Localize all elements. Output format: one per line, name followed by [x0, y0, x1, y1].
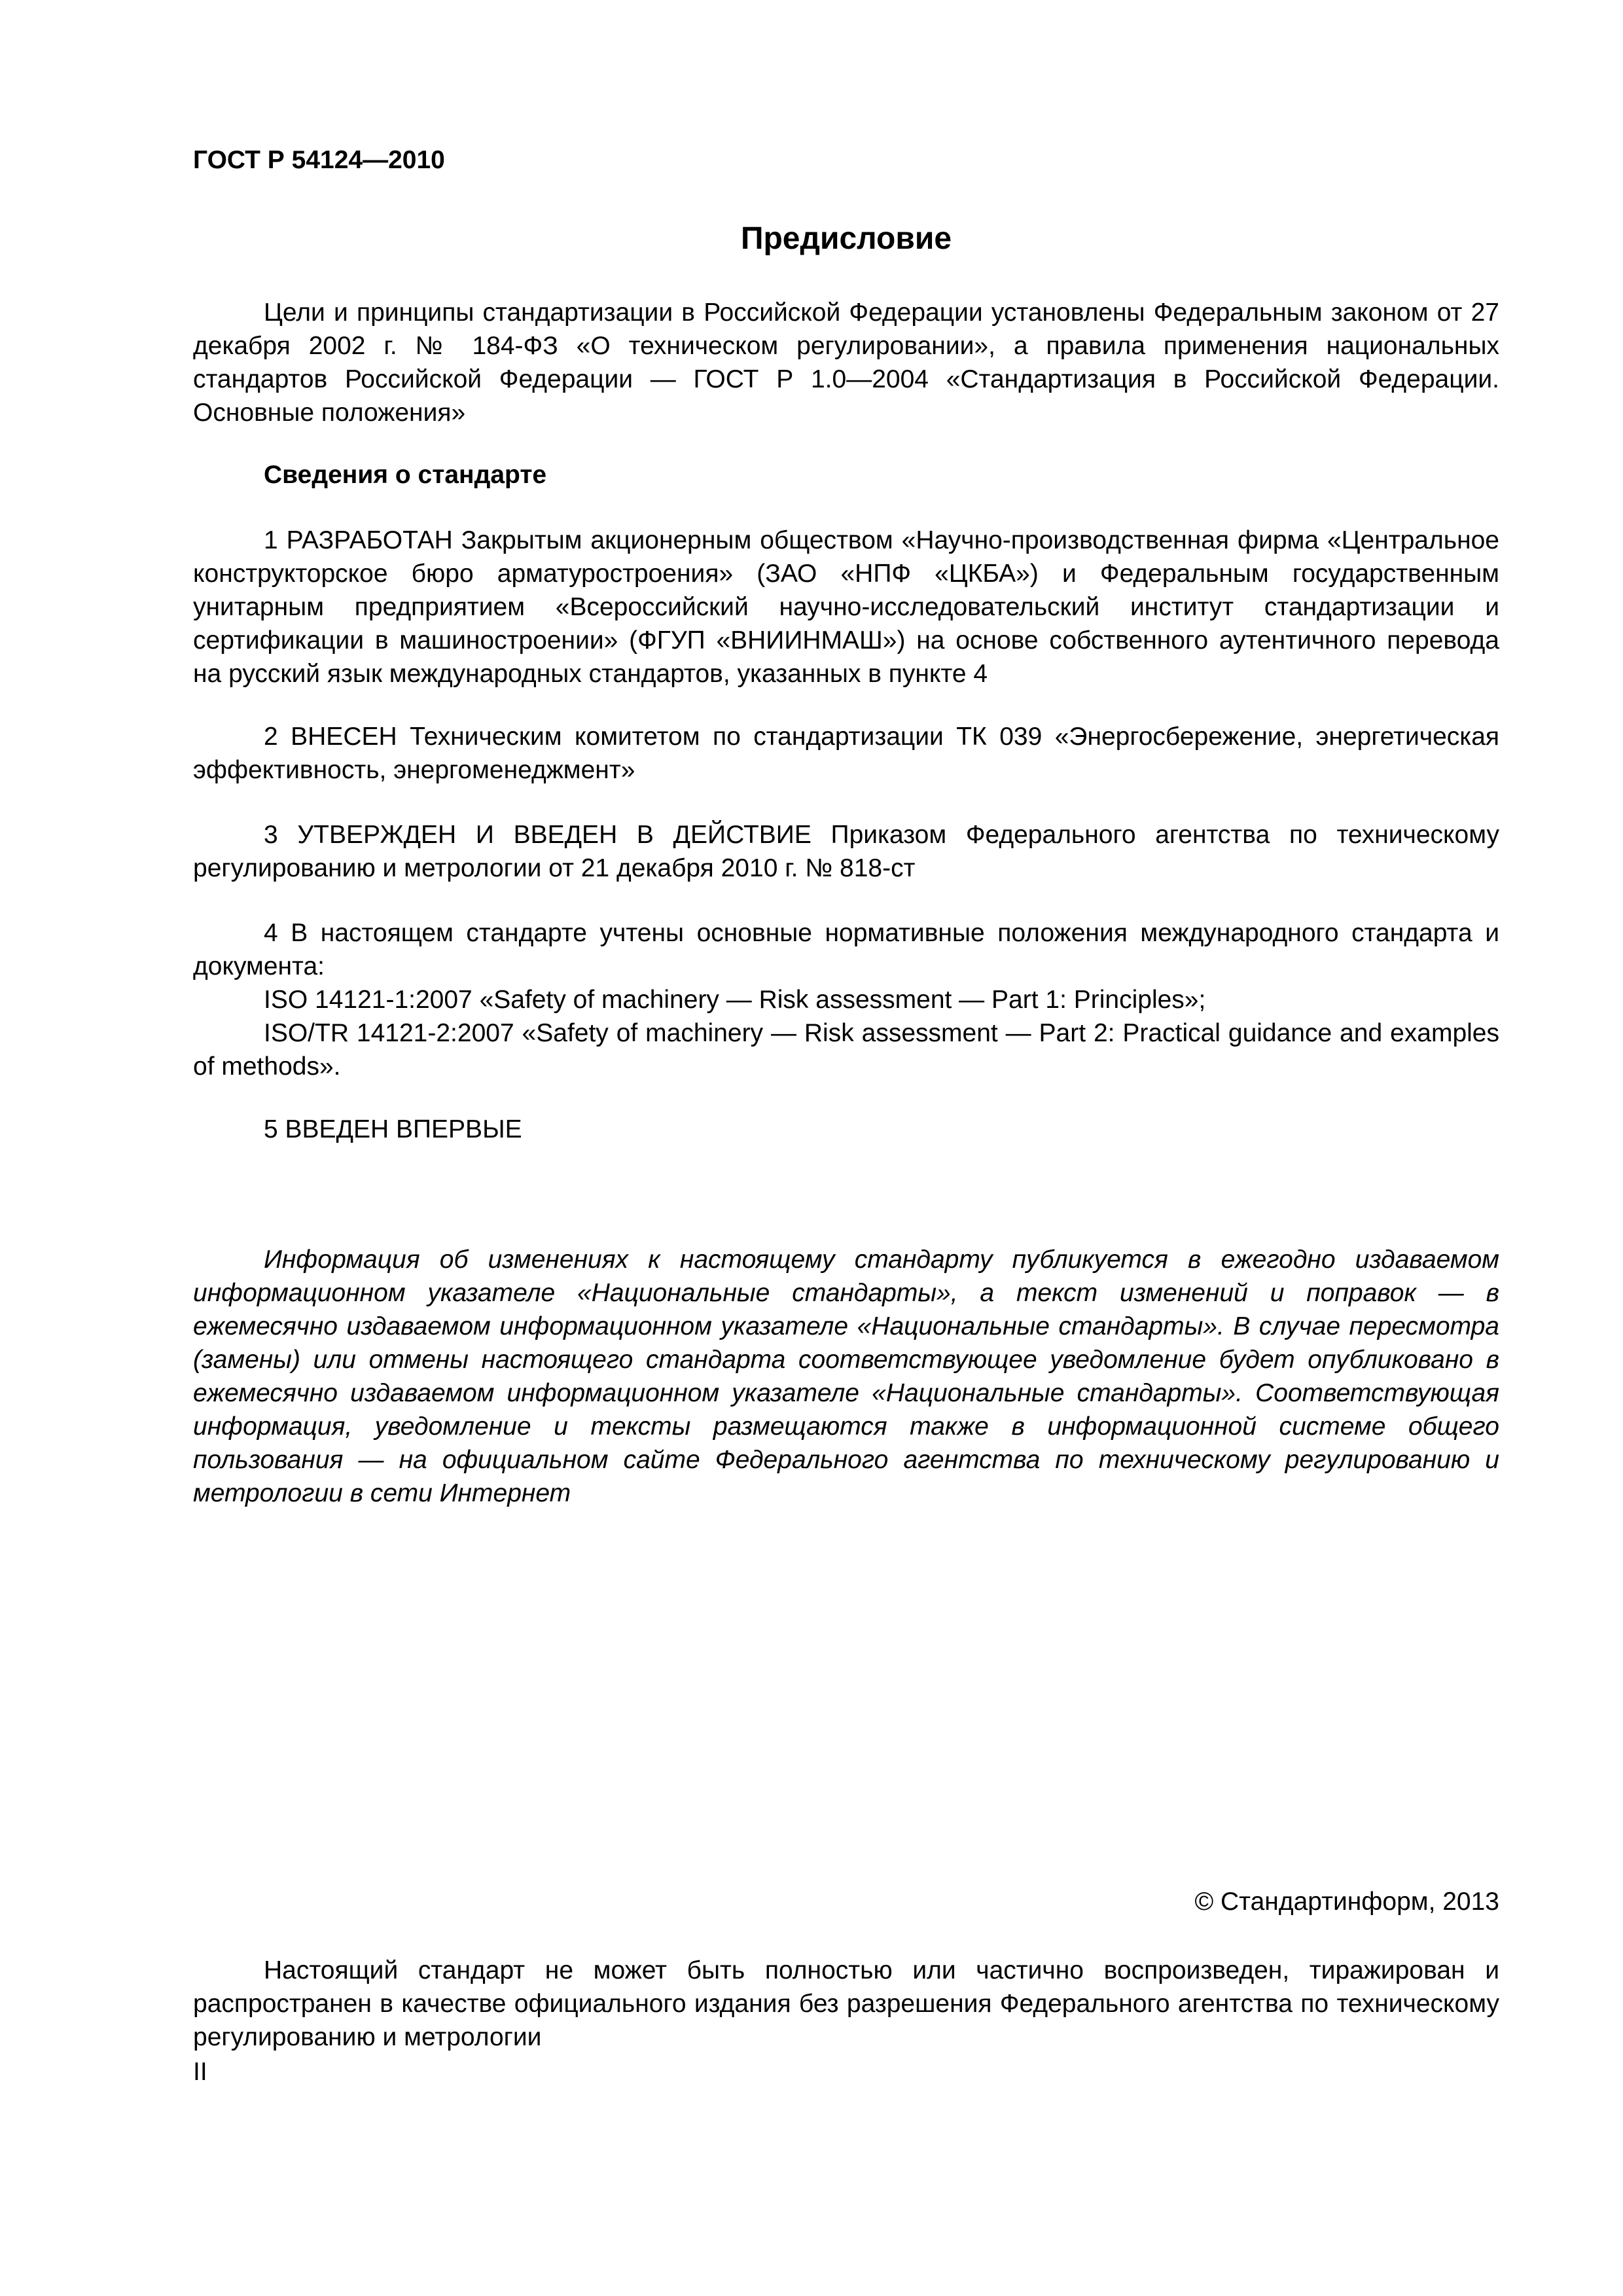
- page-number: II: [193, 2058, 207, 2086]
- amendments-notice-text: Информация об изменениях к настоящему стандарту публикуется в ежегодно издаваемом информационном указателе «Национальные стандарты», а текст изменений и поправок — в ежемесячно издаваемом информационном указателе «Национальные стандарты». В случае пересмотра (замены) или отмены настоящего стандарта соответствующее уведомление будет опубликовано в ежемесячно издаваемом информационном указателе «Национальные стандарты». Соответствующая информация, уведомление и тексты размещаются также в информационной системе общего пользования — на официальном сайте Федерального агентства по техническому регулированию и метрологии в сети Интернет: [193, 1246, 1499, 1507]
- preamble-paragraph: [193, 296, 1499, 429]
- info-item-3: [193, 818, 1499, 885]
- info-item-2-text: 2 ВНЕСЕН Техническим комитетом по стандартизации ТК 039 «Энергосбережение, энергетическая эффективность, энергоменеджмент»: [193, 723, 1499, 784]
- info-item-4: [193, 916, 1499, 1083]
- info-item-2: [193, 720, 1499, 787]
- rights-statement-text: Настоящий стандарт не может быть полностью или частично воспроизведен, тиражирован и распространен в качестве официального издания без разрешения Федерального агентства по техническому регулированию и метрологии: [193, 1956, 1499, 2051]
- preamble-text: Цели и принципы стандартизации в Российской Федерации установлены Федеральным законом от 27 декабря 2002 г. № 184-ФЗ «О техническом регулировании», а правила применения национальных стандартов Российской Федерации — ГОСТ Р 1.0—2004 «Стандартизация в Российской Федерации. Основные положения»: [193, 298, 1499, 427]
- info-item-5: [193, 1113, 1499, 1146]
- info-item-1-text: 1 РАЗРАБОТАН Закрытым акционерным обществом «Научно-производственная фирма «Центральное конструкторское бюро арматуростроения» (ЗАО «НПФ «ЦКБА») и Федеральным государственным унитарным предприятием «Всероссийский научно-исследовательский институт стандартизации и сертификации в машиностроении» (ФГУП «ВНИИНМАШ») на основе собственного аутентичного перевода на русский язык международных стандартов, указанных в пункте 4: [193, 526, 1499, 688]
- info-item-1: [193, 524, 1499, 691]
- info-item-5-text: 5 ВВЕДЕН ВПЕРВЫЕ: [264, 1115, 522, 1143]
- info-item-3-text: 3 УТВЕРЖДЕН И ВВЕДЕН В ДЕЙСТВИЕ Приказом Федерального агентства по техническому регулированию и метрологии от 21 декабря 2010 г. № 818-ст: [193, 821, 1499, 882]
- page-title: Предисловие: [740, 221, 952, 256]
- section-heading: Сведения о стандарте: [264, 461, 547, 489]
- amendments-notice: [193, 1243, 1499, 1510]
- rights-statement: [193, 1954, 1499, 2054]
- info-item-4-intro: 4 В настоящем стандарте учтены основные нормативные положения международного стандарта и документа:: [193, 919, 1499, 980]
- info-item-4-reference-2: ISO/TR 14121-2:2007 «Safety of machinery — Risk assessment — Part 2: Practical guidance and examples of methods».: [193, 1019, 1499, 1081]
- copyright-line: © Стандартинформ, 2013: [1194, 1888, 1499, 1916]
- info-item-4-reference-1: ISO 14121-1:2007 «Safety of machinery — Risk assessment — Part 1: Principles»;: [264, 986, 1206, 1014]
- document-code: ГОСТ Р 54124—2010: [193, 146, 445, 174]
